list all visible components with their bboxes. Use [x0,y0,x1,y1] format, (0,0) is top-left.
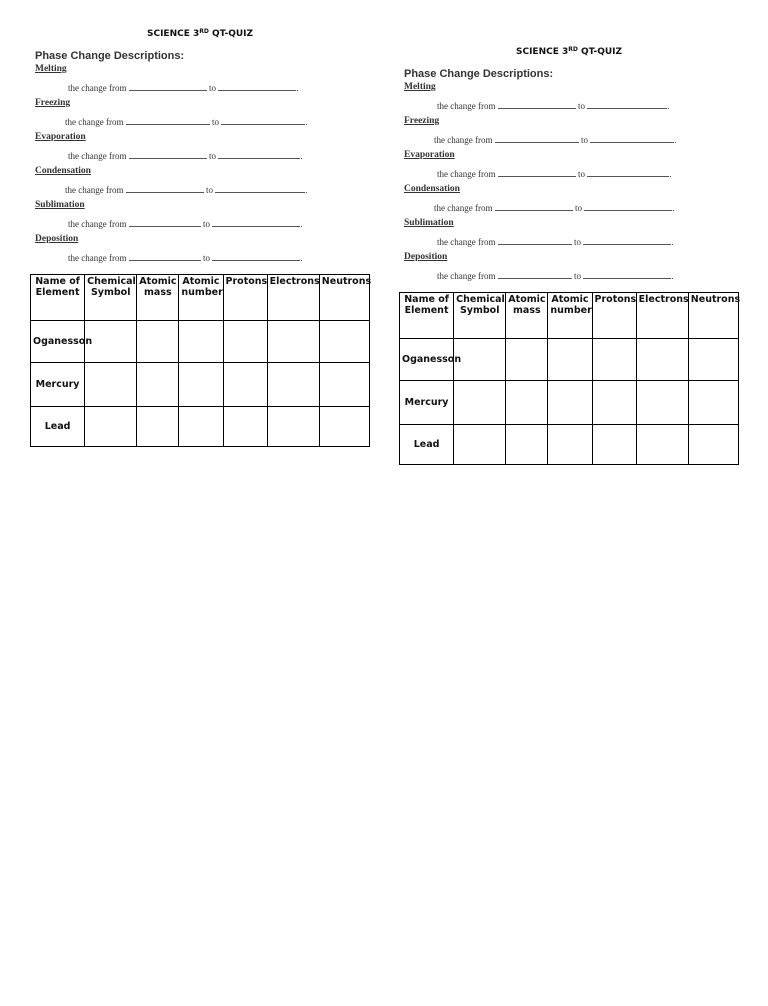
header-atomic-number: Atomic number [179,275,223,321]
phase-name: Condensation [35,166,91,176]
row-element-name: Lead [400,425,454,465]
from-blank[interactable] [498,99,576,109]
phase-description-line: the change from to . [65,185,308,195]
answer-cell[interactable] [688,425,738,465]
header-electrons: Electrons [267,275,319,321]
answer-cell[interactable] [506,339,548,381]
row-element-name: Oganesson [31,321,85,363]
phase-description-line: the change from to . [437,237,674,247]
row-element-name: Oganesson [400,339,454,381]
header-name-of-element: Name of Element [31,275,85,321]
header-protons: Protons [592,293,636,339]
header-atomic-number: Atomic number [548,293,592,339]
answer-cell[interactable] [548,381,592,425]
answer-cell[interactable] [636,425,688,465]
answer-cell[interactable] [454,339,506,381]
from-blank[interactable] [498,235,572,245]
phase-name: Freezing [404,116,440,126]
phase-name: Condensation [404,184,460,194]
to-blank[interactable] [590,133,674,143]
answer-cell[interactable] [688,339,738,381]
phase-description-line: the change from to . [437,169,672,179]
table-row [400,381,739,425]
quiz-title [516,46,622,57]
phase-description-line: the change from to . [68,253,303,263]
phase-description-line: the change from to . [434,203,675,213]
header-name-of-element: Name of Element [400,293,454,339]
answer-cell[interactable] [548,339,592,381]
phase-description-line: the change from to . [68,219,303,229]
phase-description-line: the change from to . [437,271,674,281]
phase-change-heading: Phase Change Descriptions: [404,68,554,80]
phase-name: Freezing [35,98,71,108]
header-protons: Protons [223,275,267,321]
phase-name: Deposition [404,252,448,262]
answer-cell[interactable] [506,381,548,425]
answer-cell[interactable] [592,425,636,465]
title-superscript: RD [568,46,578,53]
phase-description-line: the change from to . [68,151,303,161]
title-main: SCIENCE 3 [516,47,569,57]
answer-cell[interactable] [454,425,506,465]
title-superscript: RD [199,28,209,35]
title-suffix: QT-QUIZ [208,29,254,39]
to-blank[interactable] [583,235,671,245]
phase-name: Sublimation [35,200,85,210]
answer-cell[interactable] [592,339,636,381]
to-blank[interactable] [584,201,672,211]
phase-name: Sublimation [404,218,454,228]
phase-name: Evaporation [35,132,86,142]
to-blank[interactable] [587,99,667,109]
from-blank[interactable] [498,167,576,177]
phase-name: Melting [404,82,436,92]
table-row [400,425,739,465]
header-atomic-mass: Atomic mass [137,275,179,321]
phase-description-line: the change from to . [434,135,677,145]
title-main: SCIENCE 3 [147,29,200,39]
table-row [400,339,739,381]
row-element-name: Lead [31,407,85,447]
from-blank[interactable] [498,269,572,279]
from-blank[interactable] [495,133,579,143]
phase-freezing [404,116,724,150]
header-neutrons: Neutrons [688,293,738,339]
answer-cell[interactable] [688,381,738,425]
title-suffix: QT-QUIZ [577,47,623,57]
header-neutrons: Neutrons [319,275,369,321]
phase-change-heading: Phase Change Descriptions: [35,50,185,62]
header-atomic-mass: Atomic mass [506,293,548,339]
answer-cell[interactable] [548,425,592,465]
table-header-row [400,293,739,339]
phase-evaporation [404,150,724,184]
from-blank[interactable] [495,201,573,211]
phase-description-line: the change from to . [68,83,299,93]
row-element-name: Mercury [400,381,454,425]
phase-name: Evaporation [404,150,455,160]
phase-description-line: the change from to . [437,101,670,111]
answer-cell[interactable] [454,381,506,425]
to-blank[interactable] [583,269,671,279]
phase-name: Deposition [35,234,79,244]
phase-deposition [404,252,724,286]
phase-description-line: the change from to . [65,117,308,127]
answer-cell[interactable] [636,339,688,381]
phase-melting [404,82,724,116]
answer-cell[interactable] [592,381,636,425]
answer-cell[interactable] [636,381,688,425]
to-blank[interactable] [587,167,669,177]
elements-table [399,292,739,465]
quiz-right [0,0,768,480]
header-chemical-symbol: Chemical Symbol [454,293,506,339]
header-electrons: Electrons [636,293,688,339]
row-element-name: Mercury [31,363,85,407]
phase-condensation [404,184,724,218]
header-chemical-symbol: Chemical Symbol [85,275,137,321]
answer-cell[interactable] [506,425,548,465]
phase-sublimation [404,218,724,252]
phase-name: Melting [35,64,67,74]
